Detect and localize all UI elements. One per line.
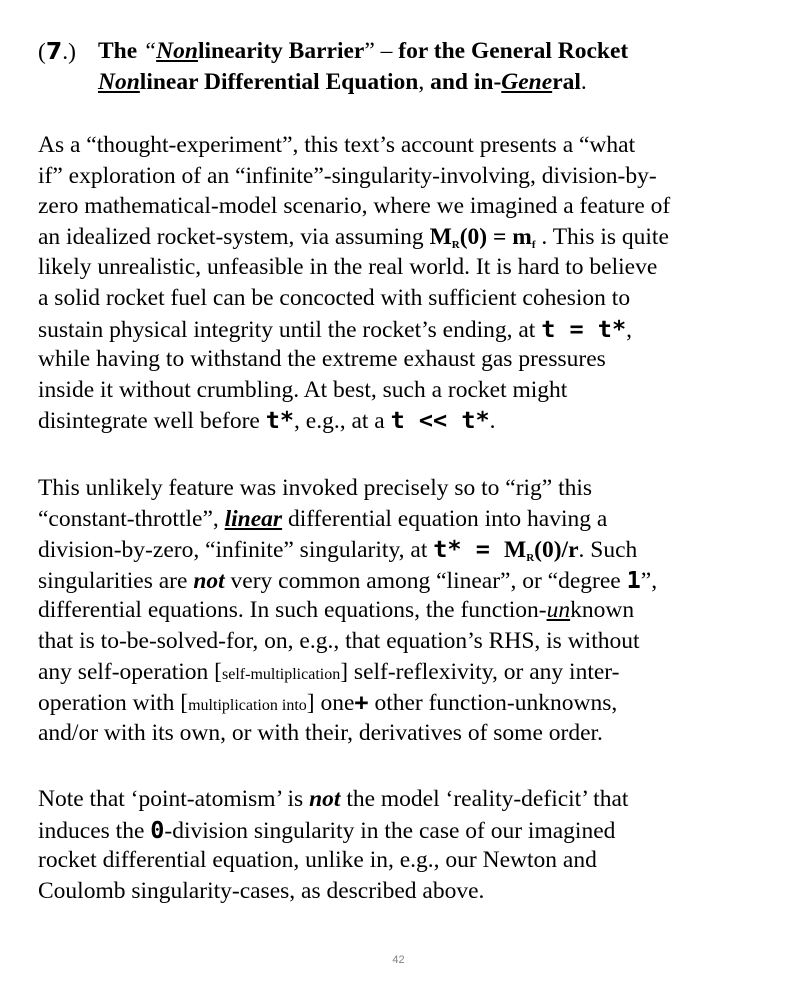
- math-tstar: t*: [265, 406, 295, 435]
- paragraph-line: [38, 784, 768, 815]
- heading-the: The: [98, 38, 144, 64]
- small-note: self-multiplication: [222, 665, 341, 683]
- paragraph-line: likely unrealistic, unfeasible in the real world. It is hard to believe: [38, 254, 658, 281]
- text-run: sustain physical integrity until the rocket’s ending, at: [38, 316, 542, 343]
- emphasis-un: un: [546, 597, 571, 624]
- text-run: ,: [626, 316, 632, 343]
- text-run: other function-unknowns,: [368, 690, 618, 717]
- text-run: the model ‘reality-deficit’ that: [340, 786, 629, 812]
- paragraph-line: Coulomb singularity-cases, as described above.: [38, 877, 485, 904]
- heading-line-1: [98, 36, 628, 67]
- paragraph-line: [38, 222, 768, 253]
- paragraph-line: a solid rocket fuel can be concocted with sufficient cohesion to: [38, 284, 631, 311]
- paragraph-line: [38, 565, 768, 596]
- math-zero: 0: [150, 815, 165, 844]
- math-tstar-equals: t* =: [433, 535, 505, 564]
- text-run: ”,: [640, 567, 658, 594]
- text-run: induces the: [38, 817, 151, 844]
- section-number-digit: 7: [45, 37, 63, 65]
- paragraph-line: if” exploration of an “infinite”-singularity-involving, division-by-: [38, 162, 657, 189]
- paragraph-point-atomism: [38, 784, 768, 906]
- math-t-equals-tstar: t = t*: [541, 314, 627, 343]
- section-number-close: .): [62, 39, 76, 65]
- heading-non-emphasis-2: Non: [98, 69, 140, 95]
- text-run: known: [570, 597, 635, 624]
- math-degree-one: 1: [626, 565, 641, 594]
- math-subscript-R: R: [451, 238, 460, 251]
- heading-general-rocket: for the General Rocket: [398, 38, 629, 64]
- heading-comma: ,: [418, 69, 431, 95]
- paragraph-line: that is to-be-solved-for, on, e.g., that equation’s RHS, is without: [38, 627, 640, 654]
- paragraph-line: [38, 657, 768, 688]
- heading-dash: –: [374, 38, 399, 64]
- paragraph-line: inside it without crumbling. At best, such a rocket might: [38, 376, 568, 403]
- paragraph-line: [38, 595, 768, 626]
- math-subscript-R: R: [526, 552, 535, 565]
- paragraph-line: [38, 815, 768, 846]
- heading-quote-open: “: [143, 38, 157, 64]
- emphasis-not: not: [309, 786, 341, 812]
- text-run: differential equation into having a: [282, 505, 608, 532]
- text-run: very common among “linear”, or “degree: [224, 567, 627, 594]
- heading-gene-emphasis: Gene: [501, 69, 553, 95]
- math-plus: +: [354, 688, 369, 717]
- paragraph-line: and/or with its own, or with their, derivatives of some order.: [38, 719, 603, 746]
- heading-nonlinear-de: linear Differential Equation: [139, 69, 419, 95]
- heading-linearity-barrier: linearity Barrier: [197, 38, 365, 64]
- heading-ral: ral: [552, 69, 581, 95]
- paragraph-line: This unlikely feature was invoked precisely so to “rig” this: [38, 475, 593, 501]
- paragraph-line: while having to withstand the extreme exhaust gas pressures: [38, 346, 606, 373]
- paragraph-line: rocket differential equation, unlike in, e.g., our Newton and: [38, 847, 597, 874]
- text-run: ] self-reflexivity, or any inter-: [340, 658, 620, 685]
- text-run: “constant-throttle”,: [38, 505, 225, 532]
- heading-period: .: [580, 69, 587, 95]
- paragraph-rig-linear: [38, 473, 768, 748]
- math-M: M: [429, 223, 452, 250]
- text-run: ] one: [306, 690, 355, 717]
- text-run: .: [489, 408, 496, 435]
- text-run: any self-operation [: [38, 658, 223, 685]
- text-run: . This is quite: [535, 223, 669, 250]
- heading-non-emphasis: Non: [156, 38, 198, 64]
- math-equals-m: (0) = m: [459, 223, 532, 250]
- paragraph-line: zero mathematical-model scenario, where we imagined a feature of: [38, 193, 671, 220]
- small-note: multiplication into: [188, 697, 307, 715]
- paragraph-thought-experiment: [38, 130, 768, 436]
- page-number: 42: [392, 954, 405, 966]
- emphasis-not: not: [193, 567, 225, 594]
- text-run: Note that ‘point-atomism’ is: [38, 786, 310, 812]
- text-run: division-by-zero, “infinite” singularity, at: [38, 537, 434, 564]
- text-run: disintegrate well before: [38, 408, 266, 435]
- text-run: an idealized rocket-system, via assuming: [38, 223, 430, 250]
- section-number: [38, 36, 76, 68]
- paragraph-line: [38, 314, 768, 345]
- heading-quote-close: ”: [364, 38, 375, 64]
- text-run: -division singularity in the case of our imagined: [164, 817, 616, 844]
- text-run: differential equations. In such equations, the function-: [38, 597, 547, 624]
- paragraph-line: [38, 687, 768, 718]
- heading-and-in: and in-: [430, 69, 502, 95]
- text-run: , e.g., at a: [294, 408, 391, 435]
- paragraph-line: [38, 504, 768, 535]
- section-number-open: (: [38, 39, 46, 65]
- text-run: singularities are: [38, 567, 194, 594]
- text-run: . Such: [578, 537, 638, 564]
- paragraph-line: [38, 534, 768, 565]
- text-run: operation with [: [38, 690, 189, 717]
- emphasis-linear: linear: [224, 505, 283, 532]
- math-M: M: [504, 537, 527, 564]
- paragraph-line: As a “thought-experiment”, this text’s account presents a “what: [38, 132, 636, 158]
- math-t-much-less-tstar: t << t*: [390, 406, 490, 435]
- math-subscript-f: f: [531, 238, 536, 251]
- paragraph-line: [38, 405, 768, 436]
- heading-line-2: [98, 67, 587, 98]
- math-zero-over-r: (0)/r: [534, 537, 579, 564]
